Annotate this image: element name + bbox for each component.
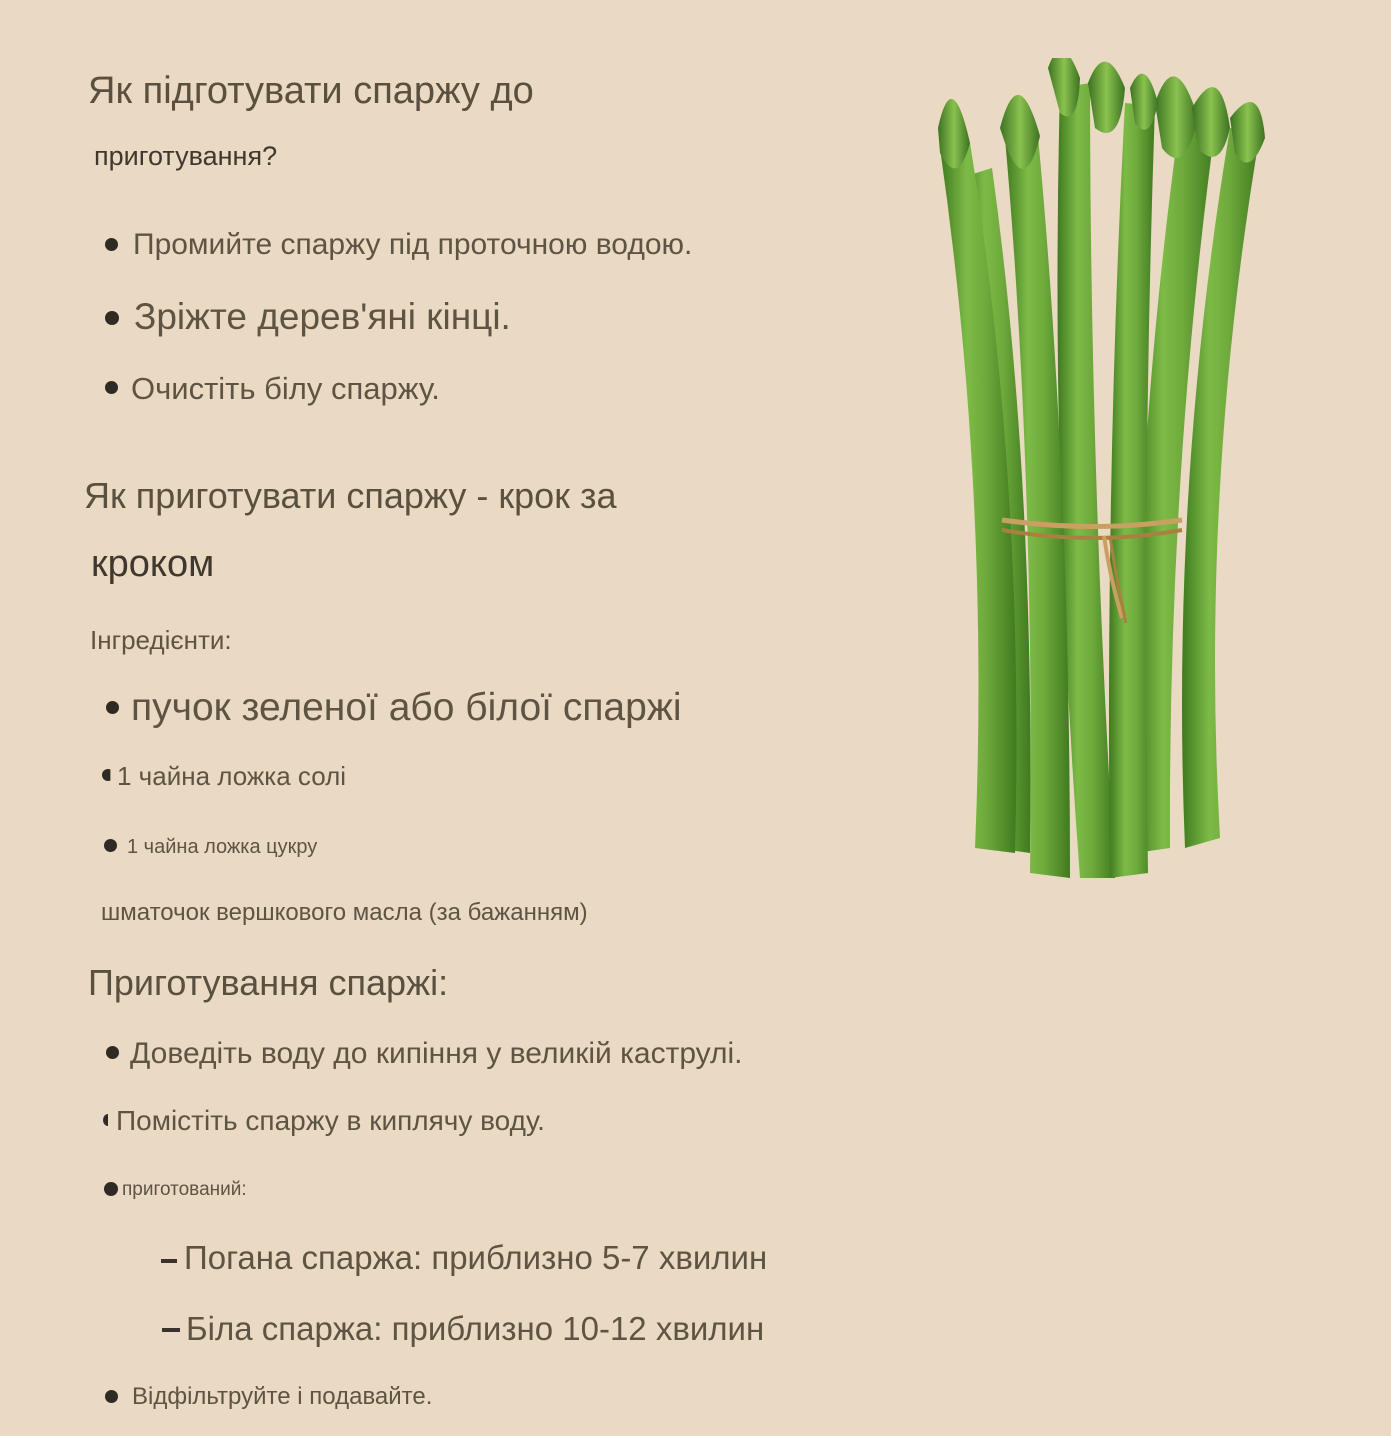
ingredient-item: пучок зеленої або білої спаржі (131, 686, 682, 729)
list-item: Зріжте дерев'яні кінці. (134, 296, 511, 337)
heading-prepare: Як підготувати спаржу до (88, 70, 534, 112)
bullet-dot (105, 381, 118, 394)
asparagus-bundle-illustration (930, 58, 1280, 898)
step-item: Помістіть спаржу в киплячу воду. (116, 1105, 545, 1136)
heading-cook-cont: кроком (91, 543, 215, 585)
bullet-dot (104, 839, 117, 852)
substep-item: Погана спаржа: приблизно 5-7 хвилин (184, 1239, 768, 1276)
substep-item: Біла спаржа: приблизно 10-12 хвилин (186, 1310, 765, 1347)
step-item: Відфільтруйте і подавайте. (132, 1383, 433, 1410)
bullet-dot (105, 1390, 118, 1403)
list-item: Очистіть білу спаржу. (131, 371, 440, 406)
bullet-dot (105, 238, 118, 251)
ingredient-item: шматочок вершкового масла (за бажанням) (101, 899, 588, 926)
bullet-dot (105, 311, 119, 325)
step-item: Доведіть воду до кипіння у великій каструлі. (130, 1037, 743, 1070)
bullet-dot (106, 1046, 119, 1059)
bullet-dot (103, 1114, 113, 1126)
list-item: Промийте спаржу під проточною водою. (133, 228, 693, 261)
ingredients-label: Інгредієнти: (90, 625, 232, 655)
ingredient-item: 1 чайна ложка цукру (127, 836, 318, 858)
heading-prepare-cont: приготування? (94, 141, 278, 171)
bullet-dot (104, 1182, 118, 1196)
dash-marker (162, 1328, 180, 1332)
asparagus-tips (938, 58, 1265, 169)
heading-cooking: Приготування спаржі: (88, 962, 449, 1003)
bullet-dot (102, 769, 114, 781)
dash-marker (161, 1259, 177, 1263)
ingredient-item: 1 чайна ложка солі (117, 761, 347, 791)
heading-cook: Як приготувати спаржу - крок за (84, 475, 617, 516)
step-item: приготований: (122, 1179, 247, 1200)
bullet-dot (106, 701, 119, 714)
